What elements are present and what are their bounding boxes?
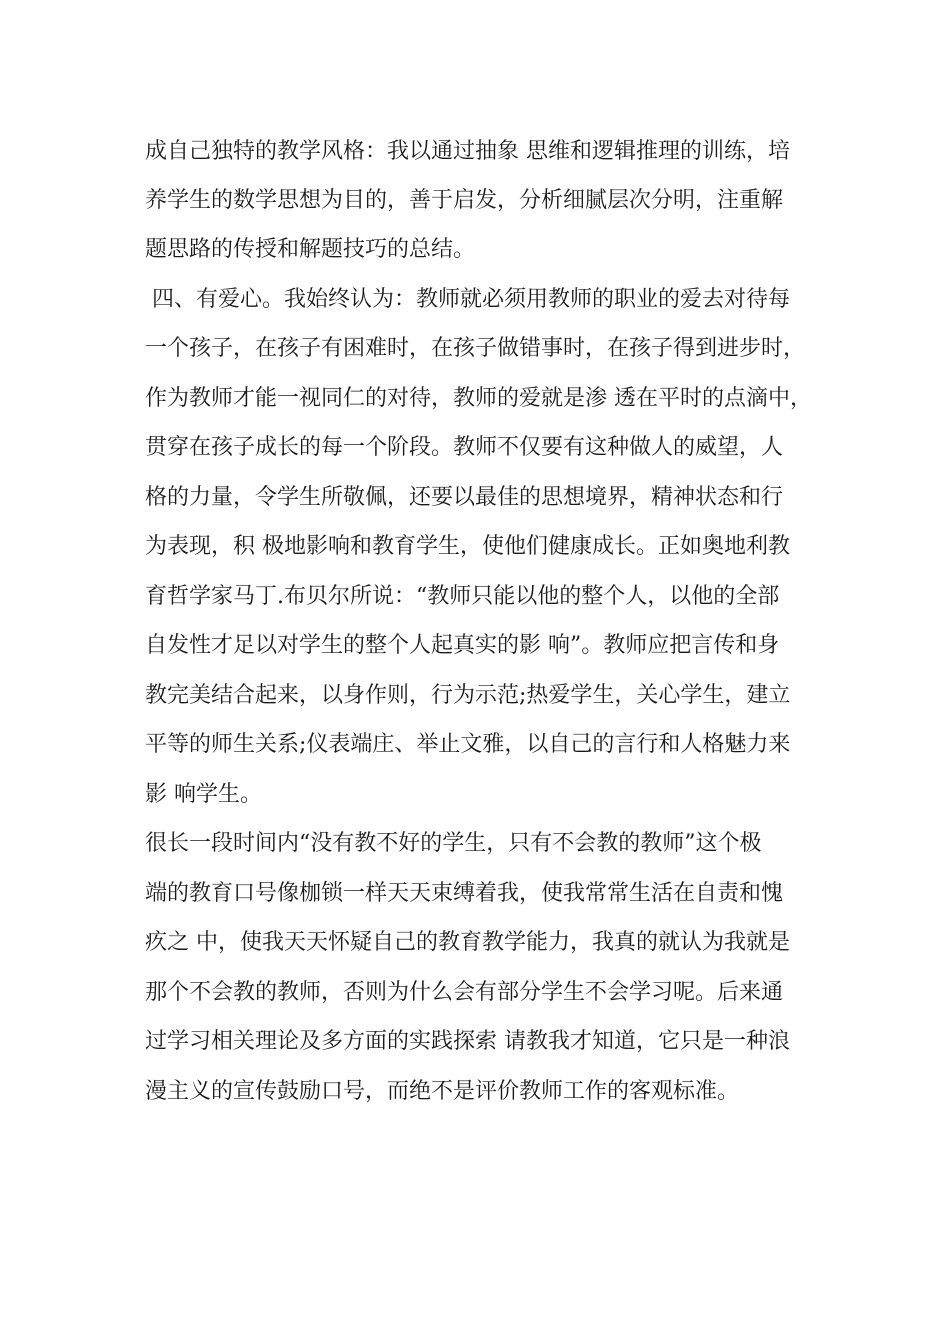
text-line: 那个不会教的教师，否则为什么会有部分学生不会学习呢。后来通 bbox=[145, 980, 784, 1005]
text-line: 很长一段时间内“没有教不好的学生，只有不会教的教师”这个极 bbox=[145, 831, 762, 856]
text-line: 影 响学生。 bbox=[145, 782, 262, 807]
text-line: 平等的师生关系;仪表端庄、举止文雅，以自己的言行和人格魅力来 bbox=[145, 732, 791, 757]
text-line: 为表现，积 极地影响和教育学生，使他们健康成长。正如奥地利教 bbox=[145, 534, 790, 559]
text-line: 漫主义的宣传鼓励口号，而绝不是评价教师工作的客观标准。 bbox=[145, 1079, 740, 1104]
text-line: 育哲学家马丁.布贝尔所说：“教师只能以他的整个人，以他的全部 bbox=[145, 584, 780, 609]
text-line: 四、有爱心。我始终认为：教师就必须用教师的职业的爱去对待每 bbox=[145, 287, 790, 312]
text-line: 过学习相关理论及多方面的实践探索 请教我才知道，它只是一种浪 bbox=[145, 1029, 790, 1054]
text-line: 自发性才足以对学生的整个人起真实的影 响”。教师应把言传和身 bbox=[145, 633, 780, 658]
text-line: 成自己独特的教学风格：我以通过抽象 思维和逻辑推理的训练，培 bbox=[145, 139, 790, 164]
text-line: 养学生的数学思想为目的，善于启发，分析细腻层次分明，注重解 bbox=[145, 188, 784, 213]
text-line: 一个孩子，在孩子有困难时，在孩子做错事时，在孩子得到进步时， bbox=[145, 336, 806, 361]
text-line: 疚之 中，使我天天怀疑自己的教育教学能力，我真的就认为我就是 bbox=[145, 930, 790, 955]
text-line: 贯穿在孩子成长的每一个阶段。教师不仅要有这种做人的威望，人 bbox=[145, 435, 784, 460]
text-line: 端的教育口号像枷锁一样天天束缚着我，使我常常生活在自责和愧 bbox=[145, 881, 784, 906]
text-line: 教完美结合起来，以身作则，行为示范;热爱学生，关心学生，建立 bbox=[145, 683, 791, 708]
text-line: 作为教师才能一视同仁的对待，教师的爱就是渗 透在平时的点滴中， bbox=[145, 386, 812, 411]
text-line: 题思路的传授和解题技巧的总结。 bbox=[145, 237, 476, 262]
text-line: 格的力量，令学生所敬佩，还要以最佳的思想境界，精神状态和行 bbox=[145, 485, 784, 510]
